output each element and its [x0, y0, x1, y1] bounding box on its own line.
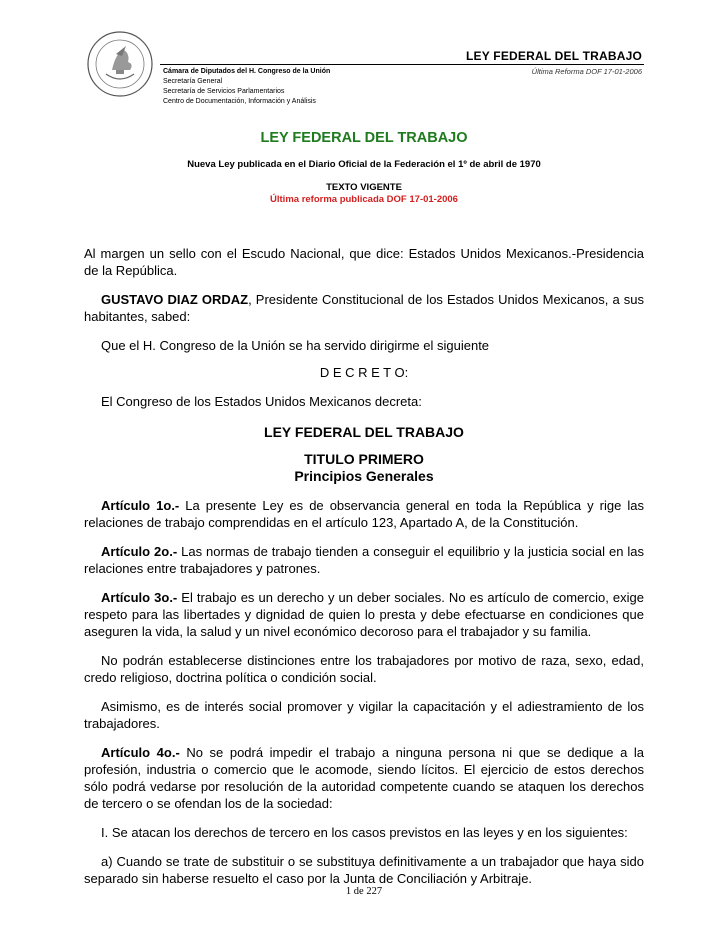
header-law-title: LEY FEDERAL DEL TRABAJO [466, 49, 642, 63]
law-heading: LEY FEDERAL DEL TRABAJO [264, 424, 464, 440]
vigente-label: TEXTO VIGENTE [326, 182, 402, 193]
article-2 [84, 543, 644, 577]
article-label: Artículo 4o.- [101, 745, 180, 760]
header-rule [160, 64, 644, 65]
header-line: Secretaría General [163, 78, 223, 85]
article-label: Artículo 3o.- [101, 590, 178, 605]
article-1 [84, 497, 644, 531]
paragraph: Asimismo, es de interés social promover y vigilar la capacitación y el adiestramiento de los trabajadores. [84, 699, 644, 731]
publication-note: Nueva Ley publicada en el Diario Oficial de la Federación el 1º de abril de 1970 [187, 159, 541, 170]
paragraph: Que el H. Congreso de la Unión se ha servido dirigirme el siguiente [101, 338, 490, 353]
page-number: 1 de 227 [345, 886, 383, 897]
decreto-heading: D E C R E T O: [319, 365, 409, 380]
president-name: GUSTAVO DIAZ ORDAZ [101, 292, 249, 307]
paragraph: a) Cuando se trate de substituir o se substituya definitivamente a un trabajador que haya sido separado sin haberse resuelto el caso por la Junta de Conciliación y Arbitraje. [84, 854, 644, 886]
article-label: Artículo 1o.- [101, 498, 180, 513]
paragraph: No podrán establecerse distinciones entre los trabajadores por motivo de raza, sexo, edad, credo religioso, doctrina política o condición social. [84, 653, 644, 685]
article-3 [84, 589, 644, 640]
last-reform-label: Última reforma publicada DOF 17-01-2006 [270, 194, 458, 205]
header-line: Secretaría de Servicios Parlamentarios [163, 88, 285, 95]
paragraph [84, 291, 644, 325]
header-reform-note: Última Reforma DOF 17-01-2006 [531, 67, 642, 76]
article-text: No se podrá impedir el trabajo a ninguna persona ni que se dedique a la profesión, industria o comercio que le acomode, siendo lícitos. El ejercicio de estos derechos sólo podrá vedarse por resolución de la autoridad competente cuando se ataquen los derechos de tercero o se ofendan los de la sociedad: [84, 745, 644, 811]
paragraph: El Congreso de los Estados Unidos Mexicanos decreta: [101, 394, 422, 409]
document-body [84, 245, 644, 887]
document-title: LEY FEDERAL DEL TRABAJO [260, 130, 468, 146]
paragraph-text: , Presidente Constitucional de los Estados Unidos Mexicanos, a sus habitantes, sabed: [84, 292, 644, 324]
article-label: Artículo 2o.- [101, 544, 178, 559]
title-heading: TITULO PRIMERO [304, 451, 424, 467]
header-institution [163, 67, 330, 107]
national-seal-icon [86, 30, 154, 98]
title-subheading: Principios Generales [294, 468, 434, 484]
header-line: Centro de Documentación, Información y Análisis [163, 98, 316, 105]
article-text: Las normas de trabajo tienden a conseguir el equilibrio y la justicia social en las relaciones entre trabajadores y patrones. [84, 544, 645, 576]
article-text: El trabajo es un derecho y un deber sociales. No es artículo de comercio, exige respeto para las libertades y dignidad de quien lo presta y debe efectuarse en condiciones que aseguren la vida, la salud y un nivel económico decoroso para el trabajador y su familia. [84, 590, 644, 639]
paragraph: Al margen un sello con el Escudo Nacional, que dice: Estados Unidos Mexicanos.-Presidencia de la República. [84, 246, 644, 278]
paragraph: I. Se atacan los derechos de tercero en los casos previstos en las leyes y en los siguientes: [101, 825, 628, 840]
article-text: La presente Ley es de observancia general en toda la República y rige las relaciones de trabajo comprendidas en el artículo 123, Apartado A, de la Constitución. [84, 498, 644, 530]
header-chamber: Cámara de Diputados del H. Congreso de la Unión [163, 68, 331, 75]
article-4 [84, 744, 644, 812]
